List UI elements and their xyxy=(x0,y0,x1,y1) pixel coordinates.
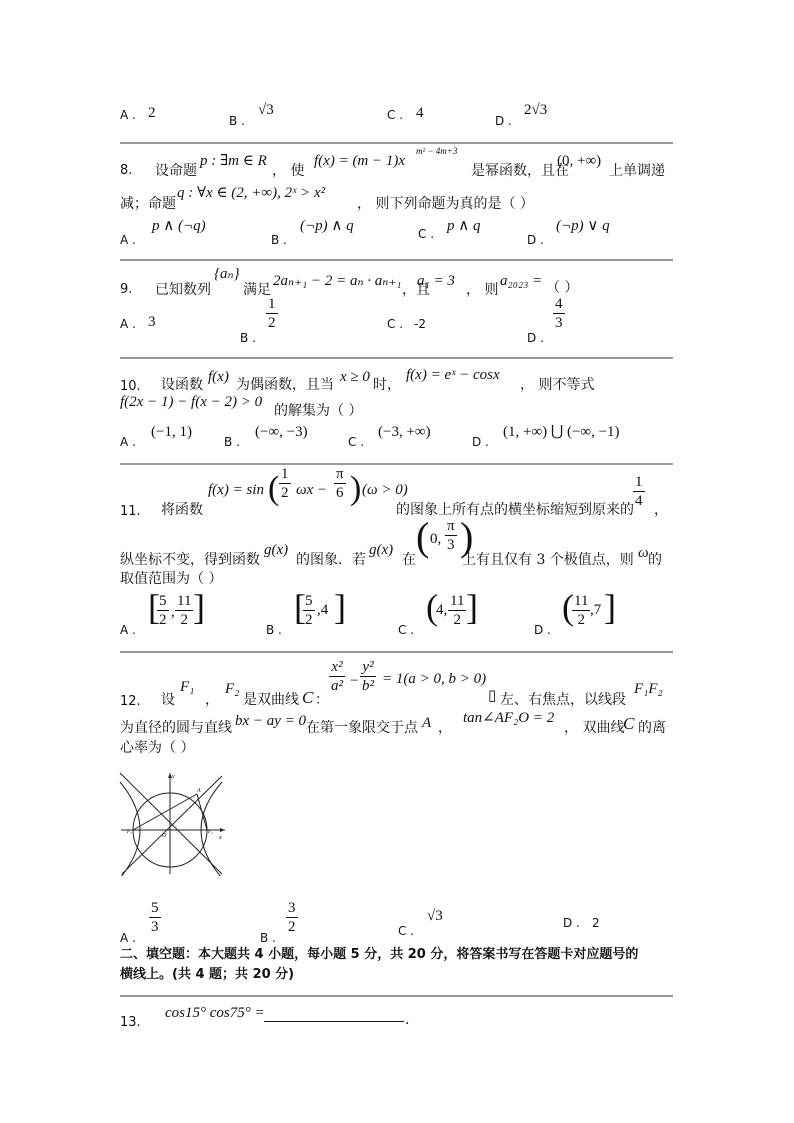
q11-interval-right-paren: ) xyxy=(460,514,474,559)
q11-quarter-fraction: 1 4 xyxy=(635,474,643,509)
q8-text: ， 则下列命题为真的是（ ） xyxy=(357,196,534,212)
q11-left-paren: ( xyxy=(268,470,280,507)
q8-option-c-label: C . xyxy=(418,227,435,241)
q11-option-b-label: B . xyxy=(266,623,282,637)
q10-definition: f(x) = eˣ − cosx xyxy=(406,367,500,383)
q8-option-a-value: p ∧ (¬q) xyxy=(152,218,206,234)
q11-option-d-bracket: ] xyxy=(604,587,616,627)
q11-pi-third-fraction: π 3 xyxy=(447,518,455,553)
question-divider xyxy=(120,463,673,465)
question-divider xyxy=(120,995,673,997)
q13-number: 13. xyxy=(120,1015,141,1030)
q12-hyperbola-name: C xyxy=(302,688,314,707)
q11-option-d-rest: ,7 xyxy=(590,602,602,618)
q11-option-a-label: A . xyxy=(120,623,136,637)
q10-option-a-value: (−1, 1) xyxy=(151,424,192,440)
q10-number: 10. xyxy=(120,379,141,394)
q11-option-a-bracket: [ xyxy=(148,587,160,627)
q10-fx: f(x) xyxy=(208,369,229,385)
q11-text: ， xyxy=(654,502,668,518)
q8-option-c-value: p ∧ q xyxy=(447,218,481,234)
q8-option-b-label: B . xyxy=(271,233,287,247)
q10-inequality: f(2x − 1) − f(x − 2) > 0 xyxy=(120,394,263,410)
q13-answer-blank[interactable] xyxy=(264,1021,404,1022)
q8-text: 设命题 xyxy=(155,163,197,179)
q8-option-b-value: (¬p) ∧ q xyxy=(300,218,354,234)
q10-option-c-value: (−3, +∞) xyxy=(378,424,431,440)
q11-half-fraction: 1 2 xyxy=(281,466,289,501)
q8-option-a-label: A . xyxy=(120,233,136,247)
q9-option-c-value: -2 xyxy=(414,317,426,331)
q12-option-a-fraction: 5 3 xyxy=(151,900,159,935)
q12-f2: F₂ xyxy=(225,681,240,697)
q8-interval: (0, +∞) xyxy=(557,153,602,169)
q11-text: 的图象．若 xyxy=(296,552,366,568)
q10-text: 时， xyxy=(373,377,401,393)
q12-point-a: A xyxy=(422,715,432,731)
q11-option-b-rest: ,4 xyxy=(317,602,329,618)
q10-option-a-label: A . xyxy=(120,435,136,449)
q12-option-d-value: 2 xyxy=(592,916,600,930)
q7-option-c-label: C . xyxy=(387,108,404,122)
q8-proposition-p: p : ∃m ∈ R xyxy=(200,153,267,169)
q12-hyperbola-figure xyxy=(118,770,226,876)
q9-target: a₂₀₂₃ = xyxy=(500,273,543,289)
q9-option-d-fraction: 4 3 xyxy=(555,296,563,331)
q10-text: 为偶函数，且当 xyxy=(236,377,334,393)
q11-option-c-bracket: ( xyxy=(426,587,438,627)
q11-option-b-fraction: 5 2 xyxy=(305,593,313,628)
q9-text: ，且 xyxy=(402,282,430,298)
q12-option-c-label: C . xyxy=(398,924,415,938)
q9-option-d-label: D . xyxy=(527,331,544,345)
section-two-line-2: 横线上。(共 4 题；共 20 分) xyxy=(120,967,295,982)
q11-number: 11. xyxy=(120,504,141,519)
q12-text: ， xyxy=(438,720,452,736)
q11-omega: ω xyxy=(638,545,649,561)
q10-option-d-value: (1, +∞) ⋃ (−∞, −1) xyxy=(503,424,620,440)
q11-omega-condition: (ω > 0) xyxy=(362,482,408,498)
figure-f2-label: F₂ xyxy=(208,830,213,835)
q11-option-a-fraction: 5 2 xyxy=(159,593,167,628)
q10-text: ， 则不等式 xyxy=(520,377,595,393)
q10-option-b-label: B . xyxy=(224,435,240,449)
q11-text: 纵坐标不变，得到函数 xyxy=(120,552,260,568)
q11-text: 的图象上所有点的横坐标缩短到原来的 xyxy=(396,502,634,518)
q12-text: ， xyxy=(205,692,219,708)
q9-text: 已知数列 xyxy=(155,282,211,298)
question-divider xyxy=(120,142,673,144)
q9-text: ， 则 xyxy=(466,282,499,298)
q11-text: 在 xyxy=(402,552,416,568)
q9-initial: a₁ = 3 xyxy=(417,273,455,289)
q8-text: 是幂函数，且在 xyxy=(471,163,569,179)
q11-option-b-bracket: ] xyxy=(334,587,346,627)
q8-exponent: m² − 4m+3 xyxy=(416,146,458,156)
question-divider xyxy=(120,259,673,261)
q12-f1: F₁ xyxy=(180,679,195,695)
q12-line: bx − ay = 0 xyxy=(235,713,307,729)
q12-hyperbola-name: C xyxy=(623,714,635,733)
q7-option-d-label: D . xyxy=(495,114,512,128)
q13-period: . xyxy=(405,1012,410,1028)
q9-option-a-value: 3 xyxy=(148,314,156,330)
q11-omega-x: ωx − xyxy=(296,482,328,498)
q12-text: 为直径的圆与直线 xyxy=(120,720,232,736)
q8-proposition-q: q : ∀x ∈ (2, +∞), 2ˣ > x² xyxy=(177,185,326,201)
q12-text: 是双曲线 xyxy=(243,692,299,708)
q10-text: 设函数 xyxy=(161,377,203,393)
q11-option-d-bracket: ( xyxy=(562,587,574,627)
q7-option-a-label: A . xyxy=(120,108,136,122)
q12-option-c-value: √3 xyxy=(427,908,443,924)
q7-option-c-value: 4 xyxy=(416,105,424,121)
q12-option-a-label: A . xyxy=(120,931,136,945)
q12-number: 12. xyxy=(120,694,141,709)
q12-option-b-label: B . xyxy=(260,931,276,945)
q11-option-a-comma: , xyxy=(171,604,175,620)
q8-option-d-label: D . xyxy=(527,233,544,247)
q11-gx: g(x) xyxy=(264,542,289,558)
q9-option-b-fraction: 1 2 xyxy=(268,296,276,331)
q10-text: 的解集为（ ） xyxy=(274,403,363,419)
q12-tangent: tan∠AF₂O = 2 xyxy=(463,710,555,726)
q12-option-b-fraction: 3 2 xyxy=(288,900,296,935)
q12-text: 的离 xyxy=(638,720,666,736)
q11-option-c-label: C . xyxy=(398,623,415,637)
figure-x-label: x xyxy=(219,835,222,841)
q12-text: ： xyxy=(315,692,329,708)
q11-text: 上有且仅有 3 个极值点，则 xyxy=(462,552,634,568)
q13-expression: cos15° cos75° = xyxy=(165,1005,265,1021)
q9-option-c-label: C . xyxy=(387,317,404,331)
q11-option-d-label: D . xyxy=(534,623,551,637)
figure-f1-label: F₁ xyxy=(127,830,132,835)
q9-sequence: {aₙ} xyxy=(214,266,240,282)
q11-gx: g(x) xyxy=(369,542,394,558)
q7-option-b-value: √3 xyxy=(258,102,274,118)
q12-y-fraction: y² b² xyxy=(362,659,374,694)
q8-option-d-value: (¬p) ∨ q xyxy=(556,218,610,234)
q11-text: 将函数 xyxy=(161,502,203,518)
q12-segment: F₁F₂ xyxy=(634,681,663,697)
q11-interval-zero: 0, xyxy=(430,531,442,547)
section-two-line-1: 二、填空题：本大题共 4 小题，每小题 5 分，共 20 分，将答案书写在答题卡对应题号的 xyxy=(120,947,639,962)
q9-number: 9. xyxy=(120,282,133,297)
q11-right-paren: ) xyxy=(350,470,362,507)
figure-origin-label: O xyxy=(162,833,167,839)
q11-option-a-bracket: ] xyxy=(193,587,205,627)
q12-text: ， 双曲线 xyxy=(564,720,625,736)
q12-text: 在第一象限交于点 xyxy=(306,720,418,736)
question-divider xyxy=(120,357,673,359)
q12-equation-rhs: = 1(a > 0, b > 0) xyxy=(382,671,487,687)
q12-text: 设 xyxy=(161,692,175,708)
q10-option-c-label: C . xyxy=(348,435,365,449)
q11-option-b-bracket: [ xyxy=(294,587,306,627)
q9-text: 满足 xyxy=(243,282,271,298)
q9-option-a-label: A . xyxy=(120,317,136,331)
q11-text: 取值范围为（ ） xyxy=(120,571,223,587)
q11-option-c-first: 4, xyxy=(436,602,448,618)
question-divider xyxy=(120,651,673,653)
q12-text: 心率为（ ） xyxy=(120,740,195,756)
q9-text: （ ） xyxy=(546,280,579,296)
q8-text: 减；命题 xyxy=(120,196,176,212)
q7-option-a-value: 2 xyxy=(148,105,156,121)
q10-option-b-value: (−∞, −3) xyxy=(255,424,308,440)
q9-option-b-label: B . xyxy=(240,331,256,345)
q8-number: 8. xyxy=(120,163,133,178)
q12-text: 左、右焦点，以线段 xyxy=(500,692,626,708)
q11-function-prefix: f(x) = sin xyxy=(208,482,264,498)
q11-option-c-fraction: 11 2 xyxy=(450,593,465,628)
q11-interval-left-paren: ( xyxy=(416,514,430,559)
q9-recurrence: 2aₙ₊₁ − 2 = aₙ · aₙ₊₁ xyxy=(273,273,402,289)
q7-option-b-label: B . xyxy=(229,114,245,128)
q12-x-fraction: x² a² xyxy=(331,659,343,694)
q7-option-d-value: 2√3 xyxy=(524,102,548,118)
figure-point-a-label: A xyxy=(197,788,201,794)
figure-y-label: y xyxy=(172,774,175,780)
q12-placeholder-box: ▯ xyxy=(488,686,497,704)
q10-option-d-label: D . xyxy=(472,435,489,449)
q8-text: ， 使 xyxy=(272,163,305,179)
q8-text: 上单调递 xyxy=(609,163,665,179)
q12-minus: − xyxy=(350,673,359,689)
q11-option-d-fraction: 11 2 xyxy=(574,593,589,628)
q11-pi-sixth-fraction: π 6 xyxy=(336,466,344,501)
q10-condition: x ≥ 0 xyxy=(340,369,370,385)
q11-option-a-fraction: 11 2 xyxy=(177,593,192,628)
q8-function: f(x) = (m − 1)x xyxy=(314,153,406,169)
q11-option-c-bracket: ] xyxy=(466,587,478,627)
q11-text: 的 xyxy=(648,552,662,568)
q12-option-d-label: D . xyxy=(563,916,580,930)
